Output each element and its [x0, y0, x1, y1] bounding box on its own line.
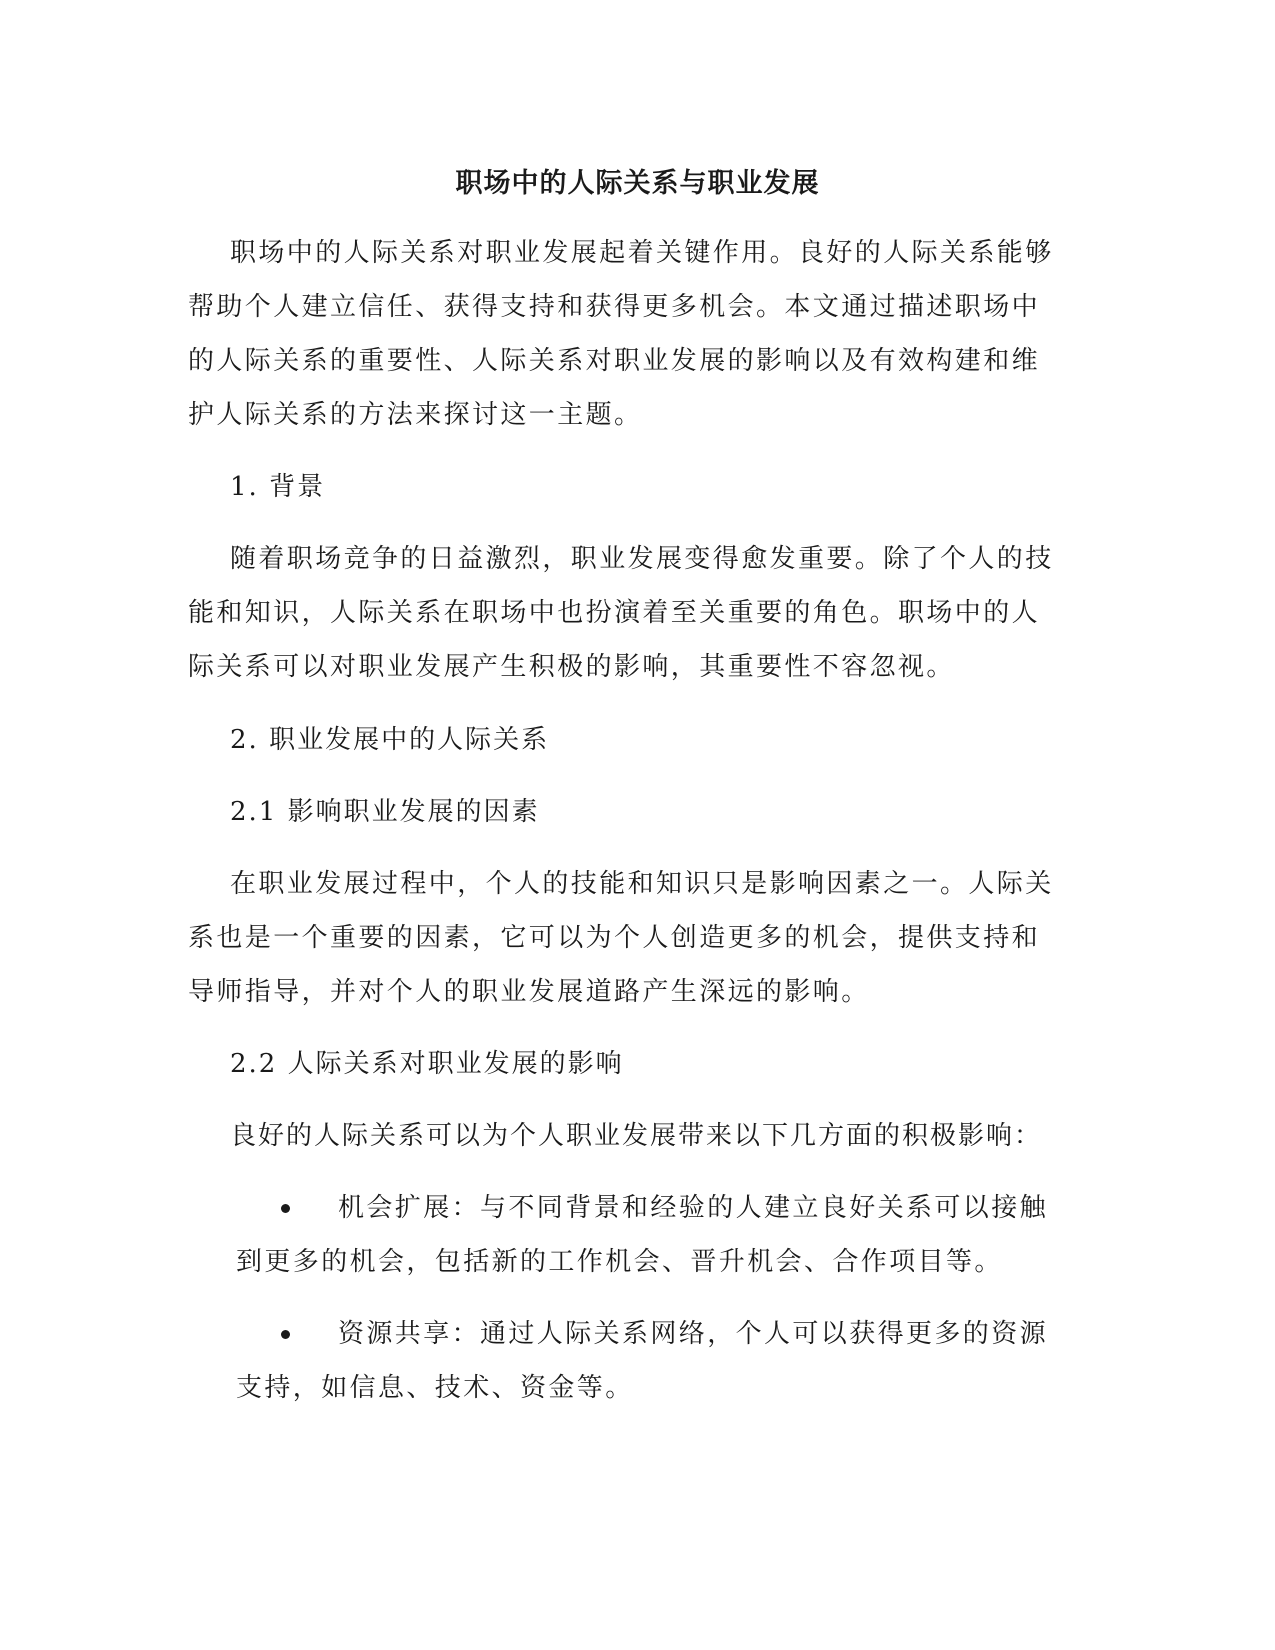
section-2-2-intro: 良好的人际关系可以为个人职业发展带来以下几方面的积极影响：	[230, 1121, 1043, 1151]
section-2-heading: 2. 职业发展中的人际关系	[230, 725, 550, 755]
intro-paragraph: 职场中的人际关系对职业发展起着关键作用。良好的人际关系能够帮助个人建立信任、获得支持和获得更多机会。本文通过描述职场中的人际关系的重要性、人际关系对职业发展的影响以及有效构建和维护人际关系的方法来探讨这一主题。	[188, 238, 1054, 430]
bullet-item-resources: 资源共享：通过人际关系网络，个人可以获得更多的资源支持，如信息、技术、资金等。	[236, 1319, 1049, 1403]
section-2-2-heading: 2.2 人际关系对职业发展的影响	[230, 1049, 624, 1079]
bullet-item-opportunity: 机会扩展：与不同背景和经验的人建立良好关系可以接触到更多的机会，包括新的工作机会、晋升机会、合作项目等。	[236, 1193, 1049, 1277]
section-1-paragraph: 随着职场竞争的日益激烈，职业发展变得愈发重要。除了个人的技能和知识，人际关系在职场中也扮演着至关重要的角色。职场中的人际关系可以对职业发展产生积极的影响，其重要性不容忽视。	[188, 544, 1054, 682]
section-2-1-heading: 2.1 影响职业发展的因素	[230, 797, 540, 827]
section-2-1-paragraph: 在职业发展过程中，个人的技能和知识只是影响因素之一。人际关系也是一个重要的因素，它可以为个人创造更多的机会，提供支持和导师指导，并对个人的职业发展道路产生深远的影响。	[188, 869, 1054, 1007]
document-title: 职场中的人际关系与职业发展	[455, 168, 820, 199]
section-1-heading: 1. 背景	[230, 472, 326, 502]
